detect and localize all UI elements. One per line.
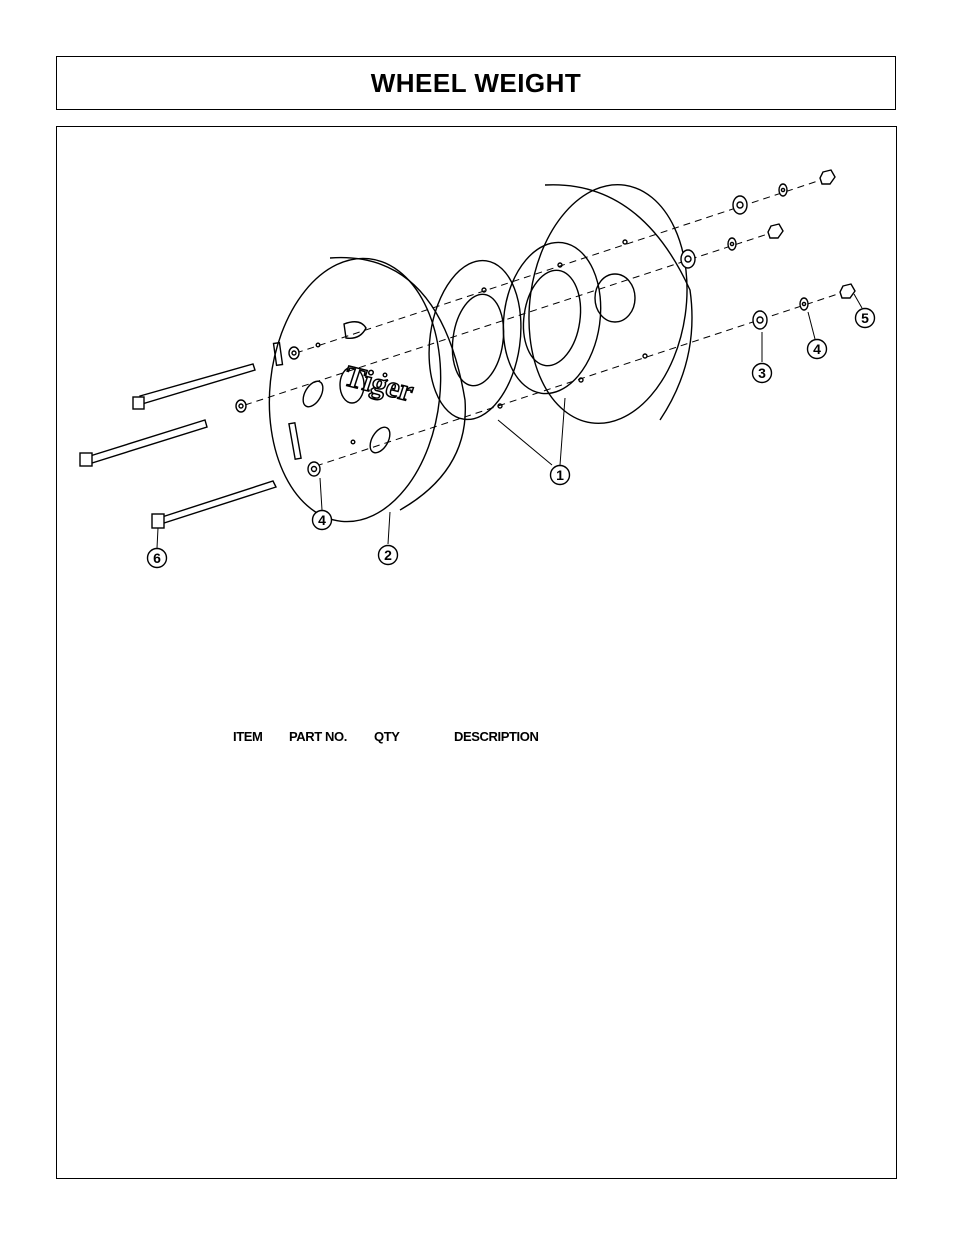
nut-middle (768, 224, 783, 238)
callout-1 (551, 466, 570, 485)
svg-text:3: 3 (758, 365, 766, 381)
leader-lines (157, 294, 862, 548)
callout-5 (856, 309, 875, 328)
bolt-lower (152, 481, 276, 528)
svg-text:6: 6 (153, 550, 161, 566)
callout-4-rear (808, 340, 827, 359)
spacer-ring-small (419, 255, 530, 426)
column-header-qty: QTY (374, 729, 400, 744)
spacer-lower (753, 311, 767, 329)
svg-text:1: 1 (556, 467, 564, 483)
bolt-middle (80, 420, 207, 466)
column-header-item: ITEM (233, 729, 263, 744)
column-header-part-no: PART NO. (289, 729, 347, 744)
page-title: WHEEL WEIGHT (370, 67, 582, 98)
washer-rear-lower (800, 298, 808, 310)
svg-text:5: 5 (861, 310, 869, 326)
column-header-description: DESCRIPTION (454, 729, 539, 744)
callout-4-front (313, 511, 332, 530)
washer-rear-upper (779, 184, 787, 196)
tiger-logo: Tiger (340, 359, 418, 409)
nut-upper (820, 170, 835, 184)
nut-lower (840, 284, 855, 298)
callout-3 (753, 364, 772, 383)
svg-text:2: 2 (384, 547, 392, 563)
callout-2 (379, 546, 398, 565)
spacer-middle (681, 250, 695, 268)
bolts (80, 364, 276, 528)
spacer-upper (733, 196, 747, 214)
washer-rear-middle (728, 238, 736, 250)
callout-6 (148, 549, 167, 568)
rear-rim-plate (514, 174, 702, 433)
washer-front-middle (236, 400, 246, 412)
svg-text:4: 4 (813, 341, 821, 357)
washer-front-lower (308, 462, 320, 476)
washer-front-upper (289, 347, 299, 359)
svg-text:4: 4 (318, 512, 326, 528)
hardware (236, 170, 855, 476)
